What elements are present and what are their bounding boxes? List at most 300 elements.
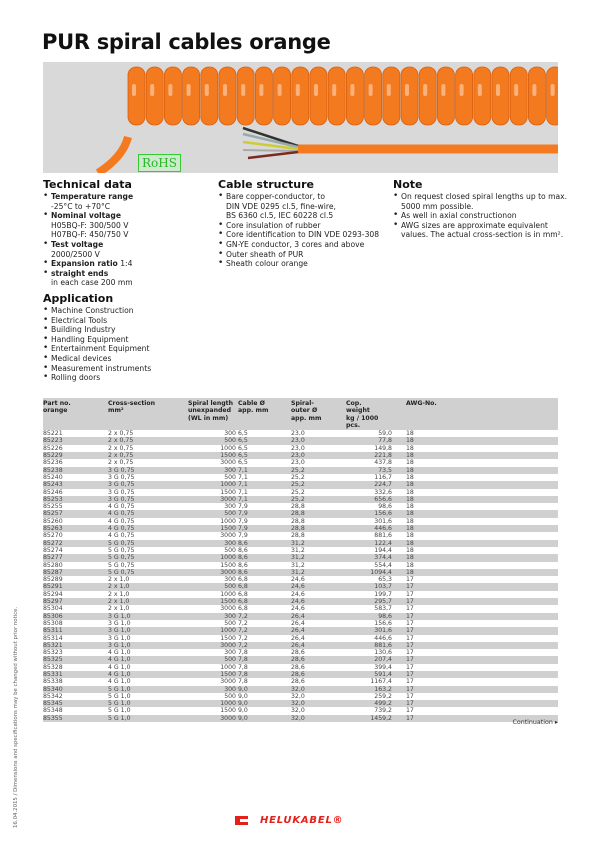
coil-highlight <box>205 84 209 96</box>
coil-highlight <box>405 84 409 96</box>
table-row <box>43 547 558 554</box>
cell-cross-section: 4 G 1,0 <box>108 671 188 678</box>
note-item-line: • As well in axial constructionon <box>401 211 517 221</box>
cell-copper-weight: 1094,4 <box>346 569 394 576</box>
cell-cross-section: 5 G 0,75 <box>108 561 135 569</box>
table-row <box>43 678 558 685</box>
cell-cross-section: 4 G 1,0 <box>108 656 188 663</box>
cell-part-no: 85355 <box>43 715 108 722</box>
cell-spiral-length: 3000 <box>188 715 238 722</box>
cell-spiral-outer-diameter: 24,6 <box>291 583 346 590</box>
cell-awg-no: 17 <box>406 656 558 663</box>
header-line: kg / 1000 pcs. <box>346 414 379 429</box>
coil-loop <box>328 67 345 125</box>
cell-spacer <box>394 707 406 714</box>
coil-highlight <box>314 84 318 96</box>
cell-spiral-length: 1000 <box>188 700 238 707</box>
cell-cable-diameter: 6,8 <box>238 598 291 605</box>
header-line: Cross-section <box>108 400 156 407</box>
cell-spiral-length: 300 <box>188 613 238 620</box>
coil-highlight <box>532 84 536 96</box>
coil-loop <box>401 67 418 125</box>
cell-part-no: 85221 <box>43 430 63 438</box>
cell-cross-section: 3 G 0,75 <box>108 488 135 496</box>
cell-spiral-outer-diameter: 28,8 <box>291 510 346 517</box>
cell-spacer <box>394 649 406 656</box>
table-row <box>43 635 558 642</box>
note-list <box>393 192 567 240</box>
cable-structure-item <box>218 250 379 260</box>
cell-cross-section: 2 x 1,0 <box>108 598 188 605</box>
cell-cable-diameter: 7,9 <box>238 532 248 540</box>
cell-copper-weight: 224,7 <box>346 481 394 488</box>
coil-highlight <box>187 84 191 96</box>
header-line: AWG-No. <box>406 400 437 407</box>
table-row <box>43 481 558 488</box>
table-row <box>43 583 558 590</box>
cell-cross-section: 5 G 1,0 <box>108 715 188 722</box>
cell-part-no: 85340 <box>43 686 108 693</box>
product-table <box>43 398 558 722</box>
brand-name: HELUKABEL® <box>260 815 344 826</box>
coil-highlight <box>168 84 172 96</box>
cell-awg-no: 17 <box>406 700 558 707</box>
table-row <box>43 613 558 620</box>
cell-spiral-outer-diameter: 23,0 <box>291 459 305 467</box>
cell-spiral-outer-diameter: 32,0 <box>291 692 305 700</box>
cell-spacer <box>394 554 406 561</box>
cell-part-no: 85311 <box>43 627 108 634</box>
cell-spacer <box>394 437 406 444</box>
cell-spiral-outer-diameter: 25,2 <box>291 496 346 503</box>
table-row <box>43 569 558 576</box>
cell-spiral-length: 300 <box>188 686 238 693</box>
cell-cable-diameter: 6,5 <box>238 430 248 438</box>
coil-loop <box>201 67 218 125</box>
cell-part-no: 85270 <box>43 532 63 540</box>
table-row <box>43 627 558 634</box>
cell-spiral-outer-diameter: 32,0 <box>291 707 305 715</box>
cell-awg-no: 17 <box>406 642 558 649</box>
cell-spiral-outer-diameter: 31,2 <box>291 561 305 569</box>
cell-spiral-length: 1500 <box>188 525 238 532</box>
table-row <box>43 518 558 525</box>
cell-spiral-outer-diameter: 28,6 <box>291 656 346 663</box>
cell-spiral-length: 3000 <box>188 496 238 503</box>
cell-spacer <box>394 627 406 634</box>
cell-cable-diameter: 7,1 <box>238 467 291 474</box>
table-row <box>43 693 558 700</box>
cell-spiral-outer-diameter: 31,2 <box>291 546 305 554</box>
table-row <box>43 605 558 612</box>
table-row <box>43 649 558 656</box>
coil-loop <box>183 67 200 125</box>
rohs-badge: RoHS <box>138 154 181 172</box>
cell-copper-weight: 739,2 <box>374 707 392 715</box>
cell-part-no: 85287 <box>43 569 108 576</box>
cell-cable-diameter: 7,2 <box>238 619 248 627</box>
cell-spacer <box>394 656 406 663</box>
cell-spiral-outer-diameter: 26,4 <box>291 642 346 649</box>
cable-structure-item-line: BS 6360 cl.5, IEC 60228 cl.5 <box>226 211 334 221</box>
cell-spiral-outer-diameter: 25,2 <box>291 473 305 481</box>
cell-spiral-length: 1000 <box>188 627 238 634</box>
header-spacer <box>394 398 406 430</box>
cell-copper-weight: 116,7 <box>374 473 392 481</box>
cell-cross-section: 2 x 0,75 <box>108 437 188 444</box>
cell-part-no: 85253 <box>43 496 108 503</box>
table-row <box>43 562 558 569</box>
cell-spacer <box>394 642 406 649</box>
cell-awg-no: 17 <box>406 576 414 584</box>
cell-awg-no: 17 <box>406 583 558 590</box>
cell-spacer <box>394 452 406 459</box>
cell-awg-no: 17 <box>406 663 414 671</box>
cell-cable-diameter: 6,5 <box>238 452 291 459</box>
application-item: • Entertainment Equipment <box>43 344 151 354</box>
table-row <box>43 503 558 510</box>
cell-copper-weight: 103,7 <box>346 583 394 590</box>
cell-awg-no: 17 <box>406 671 558 678</box>
cell-spacer <box>394 532 406 539</box>
cell-spacer <box>394 445 406 452</box>
table-row <box>43 452 558 459</box>
coil-loop <box>310 67 327 125</box>
note-heading: Note <box>393 178 423 191</box>
cell-part-no: 85229 <box>43 452 108 459</box>
cell-spiral-length: 1000 <box>220 590 236 598</box>
technical-data-value: in each case 200 mm <box>51 278 133 288</box>
table-row <box>43 474 558 481</box>
cell-awg-no: 18 <box>406 437 558 444</box>
cell-copper-weight: 221,8 <box>346 452 394 459</box>
cable-structure-item <box>218 192 379 221</box>
cell-cable-diameter: 6,5 <box>238 444 248 452</box>
cell-spacer <box>394 700 406 707</box>
cell-awg-no: 18 <box>406 517 414 525</box>
cell-spacer <box>394 496 406 503</box>
cell-copper-weight: 591,4 <box>346 671 394 678</box>
cell-awg-no: 17 <box>406 590 414 598</box>
cell-cross-section: 5 G 1,0 <box>108 707 131 715</box>
cell-spiral-outer-diameter: 28,6 <box>291 663 305 671</box>
cell-copper-weight: 77,8 <box>346 437 394 444</box>
cell-part-no: 85289 <box>43 576 63 584</box>
cable-structure-item <box>218 259 379 269</box>
cell-spacer <box>394 613 406 620</box>
cell-cross-section: 4 G 0,75 <box>108 532 135 540</box>
cell-part-no: 85291 <box>43 583 108 590</box>
cell-awg-no: 18 <box>406 503 414 511</box>
cell-awg-no: 17 <box>406 634 414 642</box>
cell-copper-weight: 259,2 <box>374 692 392 700</box>
cell-cross-section: 3 G 0,75 <box>108 467 188 474</box>
cell-spacer <box>394 503 406 510</box>
cell-cross-section: 5 G 1,0 <box>108 700 188 707</box>
header-line: (WL in mm) <box>188 414 229 422</box>
cell-spiral-outer-diameter: 24,6 <box>291 590 305 598</box>
cell-part-no: 85308 <box>43 619 63 627</box>
note-item-line: • On request closed spiral lengths up to max. <box>401 192 568 201</box>
side-note: 16.04.2015 / Dimensions and specifications may be changed without prior notice. <box>13 606 19 828</box>
cell-spiral-length: 500 <box>188 510 238 517</box>
header-spiral-length <box>188 398 238 430</box>
cell-spiral-length: 3000 <box>220 678 236 686</box>
cell-cross-section: 4 G 1,0 <box>108 649 131 657</box>
cell-cross-section: 3 G 1,0 <box>108 613 188 620</box>
table-row <box>43 686 558 693</box>
application-item: • Measurement instruments <box>43 364 151 374</box>
cell-spacer <box>394 693 406 700</box>
table-row <box>43 459 558 466</box>
table-header-row <box>43 398 558 430</box>
cell-cable-diameter: 7,8 <box>238 671 291 678</box>
coil-highlight <box>241 84 245 96</box>
cell-spiral-length: 3000 <box>188 569 238 576</box>
cell-cross-section: 2 x 0,75 <box>108 444 134 452</box>
technical-data-item <box>43 269 151 288</box>
cell-copper-weight: 332,6 <box>374 488 392 496</box>
cell-cable-diameter: 7,1 <box>238 481 291 488</box>
cell-spacer <box>394 635 406 642</box>
cell-cross-section: 4 G 0,75 <box>108 525 188 532</box>
header-line: Spiral- <box>291 400 314 407</box>
cell-awg-no: 18 <box>406 473 414 481</box>
cell-awg-no: 17 <box>406 605 414 613</box>
header-line: weight <box>346 407 370 415</box>
cell-spiral-outer-diameter: 23,0 <box>291 430 305 438</box>
cell-spiral-outer-diameter: 31,2 <box>291 540 346 547</box>
coil-highlight <box>150 84 154 96</box>
table-row <box>43 642 558 649</box>
table-row <box>43 656 558 663</box>
cell-awg-no: 17 <box>406 692 414 700</box>
cell-copper-weight: 194,4 <box>374 546 392 554</box>
cell-awg-no: 18 <box>406 510 558 517</box>
table-row <box>43 489 558 496</box>
cell-part-no: 85255 <box>43 503 63 511</box>
header-part-no <box>43 398 108 430</box>
cell-part-no: 85338 <box>43 678 63 686</box>
cell-cable-diameter: 9,0 <box>238 692 248 700</box>
cell-spiral-outer-diameter: 25,2 <box>291 467 346 474</box>
technical-data-list <box>43 192 151 288</box>
cell-cable-diameter: 7,2 <box>238 613 291 620</box>
table-row <box>43 620 558 627</box>
cell-part-no: 85328 <box>43 663 63 671</box>
cell-part-no: 85236 <box>43 459 63 467</box>
technical-data-value: H07BQ-F: 450/750 V <box>51 230 129 240</box>
cell-spiral-length: 500 <box>224 546 236 554</box>
coil-highlight <box>132 84 136 96</box>
cell-spiral-length: 1500 <box>188 671 238 678</box>
cell-cable-diameter: 7,9 <box>238 517 248 525</box>
table-row <box>43 540 558 547</box>
note-item-line: • AWG sizes are approximate equivalent <box>401 220 548 230</box>
cell-cable-diameter: 6,5 <box>238 437 291 444</box>
cable-structure-item <box>218 230 379 240</box>
cell-awg-no: 17 <box>406 627 558 634</box>
cell-spiral-length: 1000 <box>220 517 236 525</box>
cell-awg-no: 17 <box>406 715 558 722</box>
cell-cross-section: 3 G 0,75 <box>108 496 188 503</box>
cell-spiral-length: 3000 <box>188 642 238 649</box>
cell-spiral-length: 3000 <box>220 532 236 540</box>
coil-loop <box>528 67 545 125</box>
cell-copper-weight: 295,7 <box>346 598 394 605</box>
cell-cross-section: 2 x 1,0 <box>108 605 130 613</box>
cell-awg-no: 17 <box>406 707 414 715</box>
technical-data-label: Nominal voltage <box>51 211 121 221</box>
application-item: • Electrical Tools <box>43 316 151 326</box>
cell-cable-diameter: 7,8 <box>238 678 248 686</box>
cell-spiral-length: 500 <box>188 656 238 663</box>
coil-highlight <box>387 84 391 96</box>
coil-loop <box>219 67 236 125</box>
cell-part-no: 85272 <box>43 540 108 547</box>
header-line: outer Ø <box>291 407 318 415</box>
cell-awg-no: 18 <box>406 569 558 576</box>
technical-data-label: Expansion ratio <box>51 259 118 269</box>
coil-highlight <box>278 84 282 96</box>
coil-highlight <box>478 84 482 96</box>
note-item <box>393 192 567 211</box>
header-line: app. mm <box>291 414 322 422</box>
cell-cable-diameter: 6,8 <box>238 576 248 584</box>
cell-copper-weight: 656,6 <box>346 496 394 503</box>
cell-cross-section: 3 G 1,0 <box>108 642 188 649</box>
technical-data-label: Temperature range <box>51 192 134 201</box>
cell-spacer <box>394 525 406 532</box>
cell-cable-diameter: 7,2 <box>238 642 291 649</box>
cell-spacer <box>394 518 406 525</box>
coil-loop <box>547 67 558 125</box>
cell-spiral-length: 1000 <box>188 554 238 561</box>
technical-data-value: 1:4 <box>120 259 133 269</box>
cell-awg-no: 17 <box>406 686 558 693</box>
coil-loop <box>146 67 163 125</box>
table-body <box>43 430 558 722</box>
cell-spiral-length: 1500 <box>220 707 236 715</box>
coil-loop <box>365 67 382 125</box>
header-line: orange <box>43 407 68 415</box>
cell-copper-weight: 583,7 <box>374 605 392 613</box>
cell-cross-section: 5 G 1,0 <box>108 686 188 693</box>
cell-copper-weight: 554,4 <box>374 561 392 569</box>
cell-spiral-outer-diameter: 25,2 <box>291 488 305 496</box>
cell-spiral-outer-diameter: 32,0 <box>291 686 346 693</box>
cell-awg-no: 18 <box>406 532 414 540</box>
coil-highlight <box>259 84 263 96</box>
logo-mark-icon <box>235 816 248 825</box>
table-row <box>43 525 558 532</box>
cell-spiral-length: 300 <box>188 540 238 547</box>
cell-copper-weight: 59,0 <box>378 430 392 438</box>
cell-spiral-outer-diameter: 24,6 <box>291 605 305 613</box>
cell-cable-diameter: 6,8 <box>238 583 291 590</box>
cell-cross-section: 4 G 0,75 <box>108 510 188 517</box>
cell-cable-diameter: 7,1 <box>238 496 291 503</box>
cell-spiral-outer-diameter: 28,8 <box>291 517 305 525</box>
cell-awg-no: 18 <box>406 546 414 554</box>
cell-spacer <box>394 576 406 583</box>
cell-copper-weight: 98,6 <box>346 613 394 620</box>
header-cable-diameter <box>238 398 291 430</box>
coil-highlight <box>332 84 336 96</box>
coil-loop <box>237 67 254 125</box>
cell-part-no: 85223 <box>43 437 108 444</box>
cell-copper-weight: 207,4 <box>346 656 394 663</box>
coil-loop <box>292 67 309 125</box>
cell-cable-diameter: 7,1 <box>238 473 248 481</box>
cell-spiral-outer-diameter: 31,2 <box>291 554 346 561</box>
table-row <box>43 576 558 583</box>
header-line: mm² <box>108 407 124 415</box>
cell-spiral-length: 500 <box>188 437 238 444</box>
cell-spiral-outer-diameter: 25,2 <box>291 481 346 488</box>
coil-highlight <box>350 84 354 96</box>
cell-copper-weight: 149,8 <box>374 444 392 452</box>
coil-highlight <box>551 84 555 96</box>
application-item: • Building Industry <box>43 325 151 335</box>
cell-spiral-length: 500 <box>224 692 236 700</box>
cell-cross-section: 2 x 0,75 <box>108 459 134 467</box>
cell-part-no: 85238 <box>43 467 108 474</box>
cell-spiral-outer-diameter: 24,6 <box>291 598 346 605</box>
cell-part-no: 85294 <box>43 590 63 598</box>
cell-part-no: 85260 <box>43 517 63 525</box>
coil-highlight <box>369 84 373 96</box>
cell-copper-weight: 199,7 <box>374 590 392 598</box>
cell-cross-section: 5 G 0,75 <box>108 554 188 561</box>
cell-cable-diameter: 9,0 <box>238 715 291 722</box>
cell-spiral-outer-diameter: 28,8 <box>291 503 305 511</box>
table-row <box>43 445 558 452</box>
cell-cable-diameter: 7,9 <box>238 510 291 517</box>
cell-part-no: 85323 <box>43 649 63 657</box>
cell-copper-weight: 399,4 <box>374 663 392 671</box>
cell-spacer <box>394 591 406 598</box>
cell-spiral-length: 1500 <box>220 488 236 496</box>
coil-highlight <box>514 84 518 96</box>
cell-cross-section: 5 G 0,75 <box>108 546 135 554</box>
cell-spacer <box>394 540 406 547</box>
table-row <box>43 700 558 707</box>
cell-awg-no: 18 <box>406 459 414 467</box>
cell-spiral-length: 300 <box>188 467 238 474</box>
note-item-line: 5000 mm possible. <box>401 201 474 211</box>
coil-highlight <box>223 84 227 96</box>
header-copper-weight <box>346 398 394 430</box>
cell-cross-section: 3 G 1,0 <box>108 634 131 642</box>
cell-cable-diameter: 8,6 <box>238 561 248 569</box>
cell-part-no: 85257 <box>43 510 108 517</box>
cable-structure-item-line: • Sheath colour orange <box>226 259 308 269</box>
cell-spacer <box>394 671 406 678</box>
application-item: • Rolling doors <box>43 373 151 383</box>
cell-awg-no: 17 <box>406 598 558 605</box>
continuation-link[interactable]: Continuation ▸ <box>512 719 558 726</box>
table-row <box>43 496 558 503</box>
product-photo <box>43 62 558 173</box>
cell-awg-no: 18 <box>406 554 558 561</box>
cell-spiral-outer-diameter: 28,6 <box>291 678 305 686</box>
cell-spiral-length: 500 <box>224 473 236 481</box>
cell-awg-no: 17 <box>406 649 414 657</box>
cell-spiral-outer-diameter: 23,0 <box>291 444 305 452</box>
cell-awg-no: 18 <box>406 540 558 547</box>
cell-cross-section: 3 G 0,75 <box>108 481 188 488</box>
